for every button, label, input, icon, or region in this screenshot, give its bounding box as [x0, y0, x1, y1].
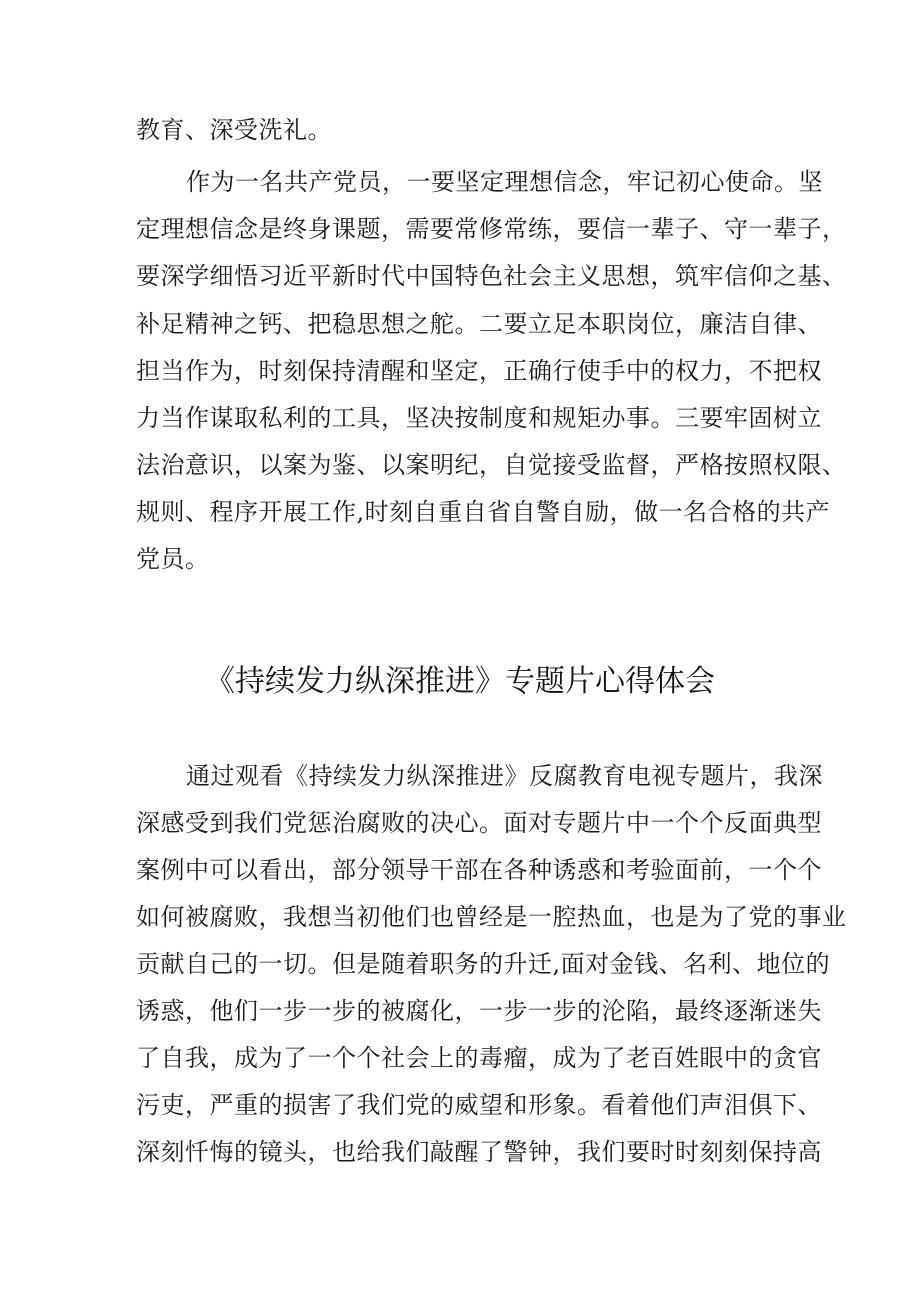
paragraph-line: 党员。 — [136, 545, 210, 573]
paragraph-line: 深感受到我们党惩治腐败的决心。面对专题片中一个个反面典型 — [136, 809, 822, 837]
paragraph-line: 污吏，严重的损害了我们党的威望和形象。看着他们声泪俱下、 — [136, 1091, 822, 1119]
paragraph-line: 贡献自己的一切。但是随着职务的升迁,面对金钱、名利、地位的 — [136, 950, 831, 978]
paragraph-line: 规则、程序开展工作,时刻自重自省自警自励，做一名合格的共产 — [136, 498, 831, 526]
paragraph-line: 通过观看《持续发力纵深推进》反腐教育电视专题片，我深 — [186, 762, 823, 790]
paragraph-line: 诱惑，他们一步一步的被腐化，一步一步的沦陷，最终逐渐迷失 — [136, 997, 822, 1025]
section-title: 《持续发力纵深推进》专题片心得体会 — [205, 664, 715, 699]
paragraph-line: 要深学细悟习近平新时代中国特色社会主义思想，筑牢信仰之基、 — [136, 262, 847, 290]
paragraph-line: 补足精神之钙、把稳思想之舵。二要立足本职岗位，廉洁自律、 — [136, 310, 822, 338]
paragraph-line: 定理想信念是终身课题，需要常修常练，要信一辈子、守一辈子， — [136, 215, 847, 243]
paragraph-line: 案例中可以看出，部分领导干部在各种诱惑和考验面前，一个个 — [136, 856, 822, 884]
paragraph-line: 教育、深受洗礼。 — [136, 116, 332, 144]
paragraph-line: 力当作谋取私利的工具，坚决按制度和规矩办事。三要牢固树立 — [136, 404, 822, 432]
paragraph-line: 深刻忏悔的镜头，也给我们敲醒了警钟，我们要时时刻刻保持高 — [136, 1138, 822, 1166]
paragraph-line: 了自我，成为了一个个社会上的毒瘤，成为了老百姓眼中的贪官 — [136, 1044, 822, 1072]
paragraph-line: 如何被腐败，我想当初他们也曾经是一腔热血，也是为了党的事业 — [136, 903, 847, 931]
paragraph-line: 担当作为，时刻保持清醒和坚定，正确行使手中的权力，不把权 — [136, 357, 822, 385]
paragraph-line: 法治意识，以案为鉴、以案明纪，自觉接受监督，严格按照权限、 — [136, 451, 847, 479]
paragraph-line: 作为一名共产党员，一要坚定理想信念，牢记初心使命。坚 — [186, 168, 823, 196]
